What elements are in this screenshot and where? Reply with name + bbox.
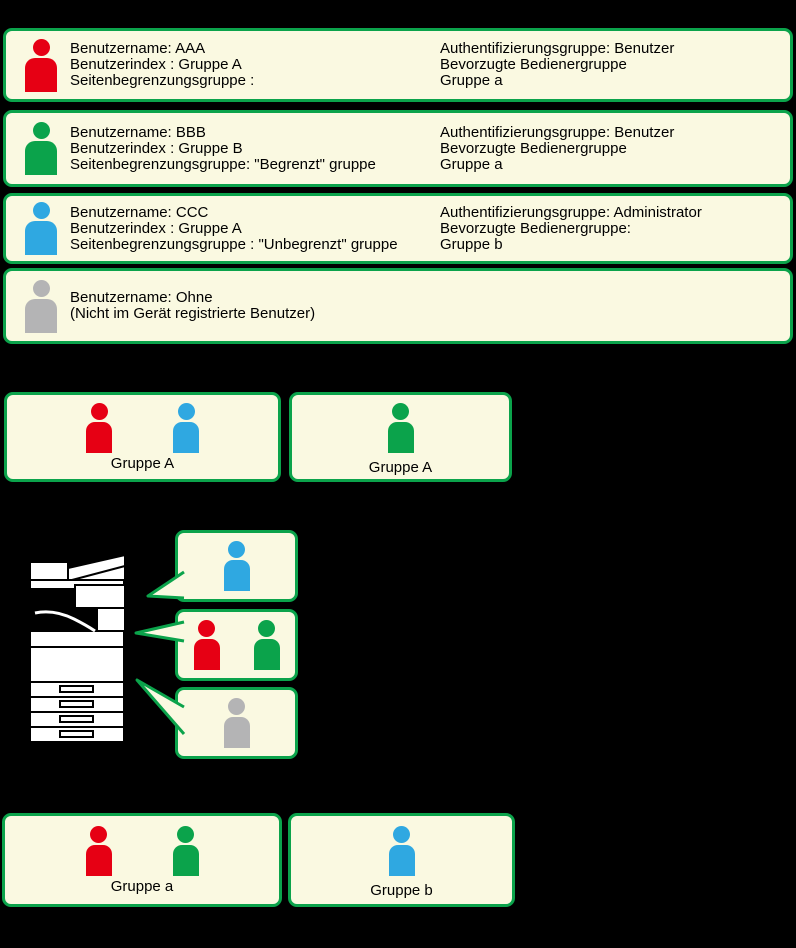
green-user-icon bbox=[254, 620, 280, 670]
green-user-icon bbox=[25, 122, 57, 175]
user-card bbox=[3, 193, 793, 264]
card-line: Bevorzugte Bedienergruppe bbox=[440, 139, 627, 157]
card-line: (Nicht im Gerät registrierte Benutzer) bbox=[70, 305, 316, 322]
card-line: Gruppe a bbox=[440, 72, 503, 89]
group-label: Gruppe b bbox=[370, 881, 433, 899]
green-user-icon bbox=[388, 403, 414, 453]
blue-user-icon bbox=[389, 826, 415, 876]
index-group-box-2 bbox=[289, 392, 512, 482]
card-line: Benutzerindex : Gruppe A bbox=[70, 219, 242, 237]
group-label: Gruppe A bbox=[110, 454, 175, 472]
machine-callout-3 bbox=[175, 687, 298, 759]
card-line: Gruppe b bbox=[440, 235, 503, 253]
card-line: Authentifizierungsgruppe: Benutzer bbox=[440, 123, 675, 141]
card-line: Benutzerindex : Gruppe B bbox=[70, 139, 243, 157]
group-label: Gruppe A bbox=[368, 458, 433, 476]
gray-user-icon bbox=[224, 698, 250, 748]
index-group-box-1 bbox=[4, 392, 281, 482]
machine-callout-2 bbox=[175, 609, 298, 681]
card-line: Bevorzugte Bedienergruppe bbox=[440, 56, 627, 73]
card-line: Seitenbegrenzungsgruppe : "Unbegrenzt" gruppe bbox=[70, 235, 398, 253]
card-line: Benutzername: BBB bbox=[70, 123, 206, 141]
operator-group-box-a bbox=[2, 813, 282, 907]
card-line: Seitenbegrenzungsgruppe : bbox=[70, 72, 255, 89]
card-line: Gruppe a bbox=[440, 155, 503, 173]
gray-user-icon bbox=[25, 280, 57, 333]
user-card bbox=[3, 28, 793, 102]
machine-callout-1 bbox=[175, 530, 298, 602]
card-line: Bevorzugte Bedienergruppe: bbox=[440, 219, 631, 237]
card-line: Authentifizierungsgruppe: Benutzer bbox=[440, 40, 675, 57]
card-line: Authentifizierungsgruppe: Administrator bbox=[440, 203, 702, 221]
card-line: Benutzername: Ohne bbox=[70, 289, 213, 306]
mfp-printer-icon bbox=[22, 555, 126, 745]
red-user-icon bbox=[194, 620, 220, 670]
operator-group-box-b bbox=[288, 813, 515, 907]
user-card bbox=[3, 110, 793, 187]
blue-user-icon bbox=[25, 202, 57, 255]
red-user-icon bbox=[25, 39, 57, 92]
card-line: Benutzerindex : Gruppe A bbox=[70, 56, 242, 73]
blue-user-icon bbox=[224, 541, 250, 591]
card-line: Benutzername: AAA bbox=[70, 40, 206, 57]
blue-user-icon bbox=[173, 403, 199, 453]
red-user-icon bbox=[86, 826, 112, 876]
card-line: Benutzername: CCC bbox=[70, 203, 209, 221]
green-user-icon bbox=[173, 826, 199, 876]
group-label: Gruppe a bbox=[110, 877, 174, 895]
red-user-icon bbox=[86, 403, 112, 453]
card-line: Seitenbegrenzungsgruppe: "Begrenzt" gruppe bbox=[70, 155, 376, 173]
user-card bbox=[3, 268, 793, 344]
